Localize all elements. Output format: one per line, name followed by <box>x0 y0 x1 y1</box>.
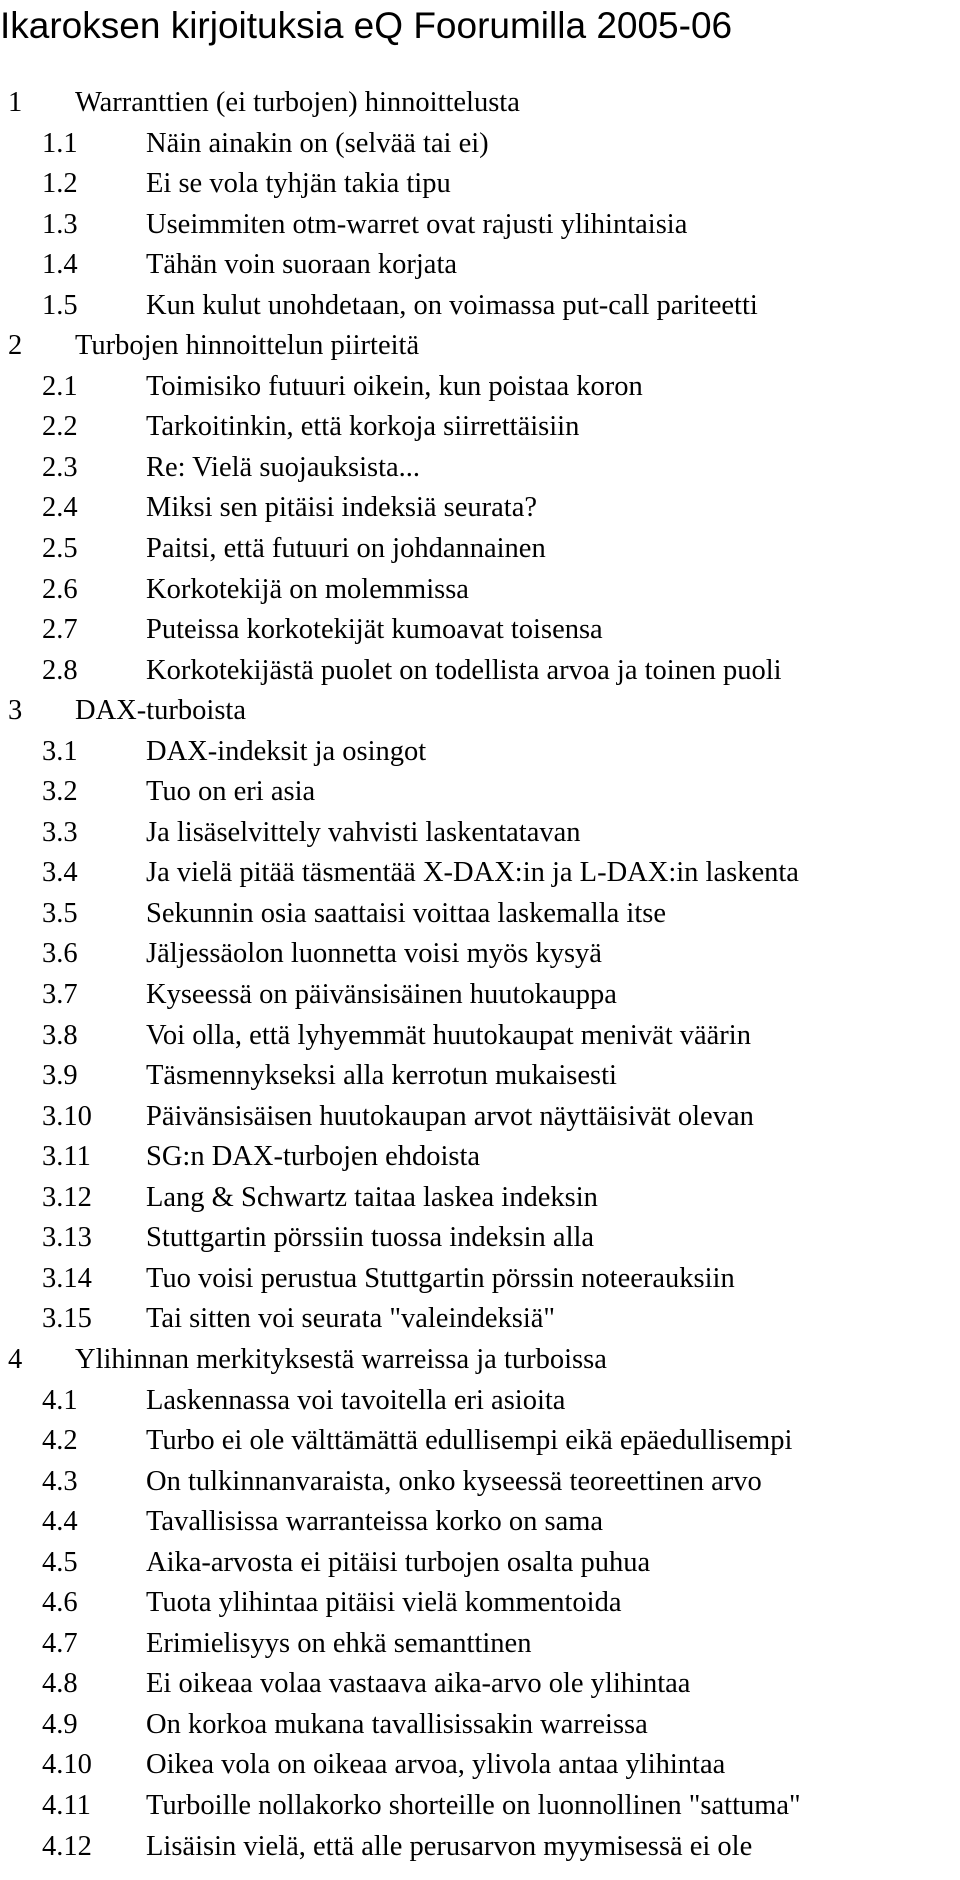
toc-entry-title: Näin ainakin on (selvää tai ei) <box>146 127 489 159</box>
toc-subsection[interactable] <box>0 732 960 773</box>
toc-subsection[interactable] <box>0 124 960 165</box>
toc-subsection[interactable] <box>0 772 960 813</box>
toc-entry-number: 4.10 <box>42 1749 92 1781</box>
toc-entry-title: Tuota ylihintaa pitäisi vielä kommentoida <box>146 1587 622 1619</box>
toc-entry-number: 4.12 <box>42 1830 92 1862</box>
toc-entry-title: Ei se vola tyhjän takia tipu <box>146 168 451 200</box>
toc-entry-number: 4.9 <box>42 1708 78 1740</box>
toc-entry-title: Tai sitten voi seurata "valeindeksiä" <box>146 1303 556 1335</box>
toc-subsection[interactable] <box>0 1462 960 1503</box>
toc-entry-number: 3.6 <box>42 938 78 970</box>
toc-entry-title: On korkoa mukana tavallisissakin warreissa <box>146 1708 648 1740</box>
toc-subsection[interactable] <box>0 1097 960 1138</box>
toc-entry-number: 3.15 <box>42 1303 92 1335</box>
toc-entry-number: 1.5 <box>42 289 78 321</box>
toc-entry-number: 3.9 <box>42 1060 78 1092</box>
toc-subsection[interactable] <box>0 164 960 205</box>
toc-entry-number: 3.14 <box>42 1262 92 1294</box>
toc-subsection[interactable] <box>0 1502 960 1543</box>
toc-subsection[interactable] <box>0 448 960 489</box>
toc-entry-number: 3.10 <box>42 1100 92 1132</box>
toc-entry-number: 3.2 <box>42 776 78 808</box>
toc-subsection[interactable] <box>0 1421 960 1462</box>
toc-entry-title: Re: Vielä suojauksista... <box>146 451 421 483</box>
toc-entry-title: Ylihinnan merkityksestä warreissa ja turboissa <box>75 1343 607 1375</box>
toc-subsection[interactable] <box>0 367 960 408</box>
toc-subsection[interactable] <box>0 1299 960 1340</box>
table-of-contents <box>0 83 960 1867</box>
toc-entry-title: On tulkinnanvaraista, onko kyseessä teoreettinen arvo <box>146 1465 762 1497</box>
toc-subsection[interactable] <box>0 1786 960 1827</box>
toc-entry-title: Korkotekijä on molemmissa <box>146 573 469 605</box>
toc-section[interactable] <box>0 691 960 732</box>
toc-entry-title: Ja vielä pitää täsmentää X-DAX:in ja L-DAX:in laskenta <box>146 857 799 889</box>
toc-subsection[interactable] <box>0 1543 960 1584</box>
toc-section[interactable] <box>0 326 960 367</box>
toc-entry-title: Ja lisäselvittely vahvisti laskentatavan <box>146 816 581 848</box>
toc-entry-number: 1.3 <box>42 208 78 240</box>
toc-entry-title: Lisäisin vielä, että alle perusarvon myymisessä ei ole <box>146 1830 753 1862</box>
toc-entry-title: Kun kulut unohdetaan, on voimassa put-call pariteetti <box>146 289 758 321</box>
toc-subsection[interactable] <box>0 1583 960 1624</box>
toc-entry-number: 2.6 <box>42 573 78 605</box>
toc-subsection[interactable] <box>0 205 960 246</box>
toc-subsection[interactable] <box>0 245 960 286</box>
toc-entry-title: Voi olla, että lyhyemmät huutokaupat menivät väärin <box>146 1019 751 1051</box>
toc-entry-title: Kyseessä on päivänsisäinen huutokauppa <box>146 979 617 1011</box>
toc-entry-number: 1 <box>8 87 23 118</box>
toc-entry-number: 3.4 <box>42 857 78 889</box>
toc-entry-number: 3.5 <box>42 897 78 929</box>
toc-entry-title: Stuttgartin pörssiin tuossa indeksin alla <box>146 1222 595 1254</box>
toc-entry-title: Laskennassa voi tavoitella eri asioita <box>146 1384 566 1416</box>
toc-entry-number: 3.7 <box>42 979 78 1011</box>
toc-subsection[interactable] <box>0 1259 960 1300</box>
toc-entry-number: 4.1 <box>42 1384 78 1416</box>
toc-entry-number: 4.2 <box>42 1425 78 1457</box>
toc-entry-number: 4.8 <box>42 1668 78 1700</box>
toc-subsection[interactable] <box>0 1664 960 1705</box>
toc-entry-number: 4.6 <box>42 1587 78 1619</box>
toc-subsection[interactable] <box>0 813 960 854</box>
toc-entry-number: 2.5 <box>42 533 78 565</box>
toc-entry-title: Täsmennykseksi alla kerrotun mukaisesti <box>146 1060 617 1092</box>
toc-subsection[interactable] <box>0 934 960 975</box>
toc-section[interactable] <box>0 1340 960 1381</box>
toc-entry-title: Puteissa korkotekijät kumoavat toisensa <box>146 614 603 646</box>
toc-entry-title: Korkotekijästä puolet on todellista arvoa ja toinen puoli <box>146 654 782 686</box>
toc-subsection[interactable] <box>0 570 960 611</box>
toc-subsection[interactable] <box>0 610 960 651</box>
toc-entry-title: DAX-turboista <box>75 695 246 727</box>
toc-entry-number: 1.1 <box>42 127 78 159</box>
toc-section[interactable] <box>0 83 960 124</box>
toc-entry-number: 3.8 <box>42 1019 78 1051</box>
toc-entry-number: 4.4 <box>42 1506 78 1538</box>
toc-entry-number: 4.11 <box>42 1789 91 1821</box>
toc-subsection[interactable] <box>0 1016 960 1057</box>
toc-subsection[interactable] <box>0 1178 960 1219</box>
toc-entry-number: 3.12 <box>42 1181 92 1213</box>
toc-entry-title: Turbo ei ole välttämättä edullisempi eikä epäedullisempi <box>146 1425 793 1457</box>
toc-entry-number: 1.4 <box>42 249 78 281</box>
toc-entry-title: Erimielisyys on ehkä semanttinen <box>146 1627 532 1659</box>
toc-entry-title: Jäljessäolon luonnetta voisi myös kysyä <box>146 938 602 970</box>
toc-entry-title: Tähän voin suoraan korjata <box>146 249 458 281</box>
toc-subsection[interactable] <box>0 1056 960 1097</box>
toc-entry-number: 2.4 <box>42 492 78 524</box>
toc-entry-title: Miksi sen pitäisi indeksiä seurata? <box>146 492 537 524</box>
toc-entry-title: Oikea vola on oikeaa arvoa, ylivola antaa ylihintaa <box>146 1749 726 1781</box>
toc-entry-number: 4.7 <box>42 1627 78 1659</box>
toc-entry-number: 2.2 <box>42 411 78 443</box>
toc-entry-title: Lang & Schwartz taitaa laskea indeksin <box>146 1181 598 1213</box>
toc-entry-title: Turboille nollakorko shorteille on luonnollinen "sattuma" <box>146 1789 801 1821</box>
toc-entry-title: Turbojen hinnoittelun piirteitä <box>75 330 420 362</box>
toc-entry-number: 2 <box>8 330 23 362</box>
toc-subsection[interactable] <box>0 651 960 692</box>
toc-subsection[interactable] <box>0 1827 960 1868</box>
toc-entry-number: 3.3 <box>42 816 78 848</box>
toc-entry-title: Päivänsisäisen huutokaupan arvot näyttäisivät olevan <box>146 1100 754 1132</box>
toc-entry-number: 3.1 <box>42 735 78 767</box>
toc-entry-title: Tarkoitinkin, että korkoja siirrettäisiin <box>146 411 580 443</box>
toc-entry-title: Tavallisissa warranteissa korko on sama <box>146 1506 604 1538</box>
toc-entry-number: 3.13 <box>42 1222 92 1254</box>
toc-entry-number: 3 <box>8 695 23 727</box>
toc-entry-number: 3.11 <box>42 1141 91 1173</box>
toc-subsection[interactable] <box>0 1381 960 1422</box>
toc-entry-title: Aika-arvosta ei pitäisi turbojen osalta puhua <box>146 1546 651 1578</box>
toc-entry-title: Useimmiten otm-warret ovat rajusti ylihintaisia <box>146 208 688 240</box>
toc-entry-number: 4 <box>8 1343 23 1375</box>
toc-entry-number: 2.8 <box>42 654 78 686</box>
toc-subsection[interactable] <box>0 286 960 327</box>
toc-entry-title: SG:n DAX-turbojen ehdoista <box>146 1141 481 1173</box>
toc-entry-number: 2.1 <box>42 370 78 402</box>
toc-subsection[interactable] <box>0 1705 960 1746</box>
toc-entry-title: Ei oikeaa volaa vastaava aika-arvo ole ylihintaa <box>146 1668 691 1700</box>
toc-subsection[interactable] <box>0 1745 960 1786</box>
toc-subsection[interactable] <box>0 894 960 935</box>
toc-subsection[interactable] <box>0 1137 960 1178</box>
toc-entry-title: DAX-indeksit ja osingot <box>146 735 427 767</box>
toc-entry-title: Tuo voisi perustua Stuttgartin pörssin noteerauksiin <box>146 1262 735 1294</box>
toc-entry-number: 1.2 <box>42 168 78 200</box>
toc-subsection[interactable] <box>0 407 960 448</box>
toc-entry-title: Tuo on eri asia <box>146 776 316 808</box>
toc-entry-number: 4.3 <box>42 1465 78 1497</box>
toc-subsection[interactable] <box>0 529 960 570</box>
toc-entry-title: Sekunnin osia saattaisi voittaa laskemalla itse <box>146 897 666 929</box>
toc-entry-number: 4.5 <box>42 1546 78 1578</box>
toc-subsection[interactable] <box>0 1624 960 1665</box>
toc-entry-title: Toimisiko futuuri oikein, kun poistaa koron <box>146 370 643 402</box>
toc-entry-title: Paitsi, että futuuri on johdannainen <box>146 533 546 565</box>
toc-subsection[interactable] <box>0 853 960 894</box>
toc-entry-number: 2.7 <box>42 614 78 646</box>
toc-subsection[interactable] <box>0 1218 960 1259</box>
toc-entry-number: 2.3 <box>42 451 78 483</box>
toc-subsection[interactable] <box>0 975 960 1016</box>
toc-subsection[interactable] <box>0 488 960 529</box>
document-title: Ikaroksen kirjoituksia eQ Foorumilla 2005-06 <box>0 5 733 46</box>
toc-entry-title: Warranttien (ei turbojen) hinnoittelusta <box>75 87 520 118</box>
